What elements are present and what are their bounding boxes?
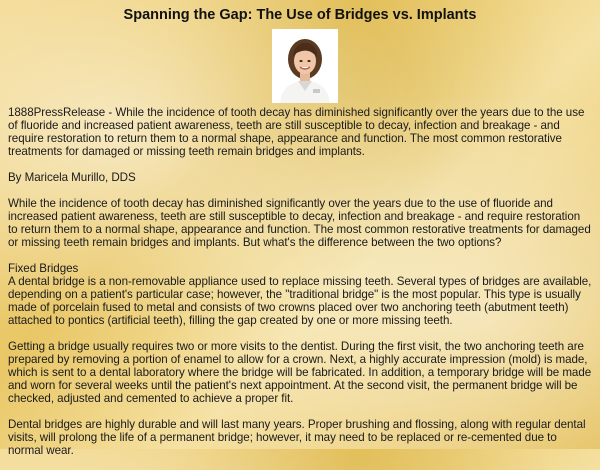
body-paragraph-1: While the incidence of tooth decay has diminished significantly over the years due to the use of fluoride and increased patient awareness, teeth are still susceptible to decay, infection and breakage - and require restoration to return them to a normal shape, appearance and function. The most common restorative treatments for damaged or missing teeth remain bridges and implants. But what's the difference between the two options? <box>8 197 591 249</box>
article-title: Spanning the Gap: The Use of Bridges vs. Implants <box>123 7 477 23</box>
section-heading-fixed-bridges: Fixed Bridges <box>8 262 79 275</box>
body-paragraph-4: Dental bridges are highly durable and will last many years. Proper brushing and flossing, along with regular dental visits, will prolong the life of a permanent bridge; however, it may need to be replaced or re-cemented due to normal wear. <box>8 418 586 457</box>
body-paragraph-2: A dental bridge is a non-removable appliance used to replace missing teeth. Several types of bridges are available, depending on a patient's particular case; however, the "traditional bridge" is the most popular. This type is usually made of porcelain fused to metal and consists of two crowns placed over two anchoring teeth (abutment teeth) attached to pontics (artificial teeth), filling the gap created by one or more missing teeth. <box>8 275 592 327</box>
author-byline: By Maricela Murillo, DDS <box>8 171 136 184</box>
author-photo <box>272 29 338 103</box>
article-body <box>8 106 592 470</box>
intro-paragraph: 1888PressRelease - While the incidence of tooth decay has diminished significantly over the years due to the use of fluoride and increased patient awareness, teeth are still susceptible to decay, infection and breakage - and require restoration to return them to a normal shape, appearance and function. The most common restorative treatments for damaged or missing teeth remain bridges and implants. <box>8 106 585 158</box>
body-paragraph-3: Getting a bridge usually requires two or more visits to the dentist. During the first visit, the two anchoring teeth are prepared by removing a portion of enamel to allow for a crown. Next, a highly accurate impression (mold) is made, which is sent to a dental laboratory where the bridge will be fabricated. In addition, a temporary bridge will be made and worn for several weeks until the patient's next appointment. At the second visit, the permanent bridge will be checked, adjusted and cemented to achieve a proper fit. <box>8 340 592 405</box>
